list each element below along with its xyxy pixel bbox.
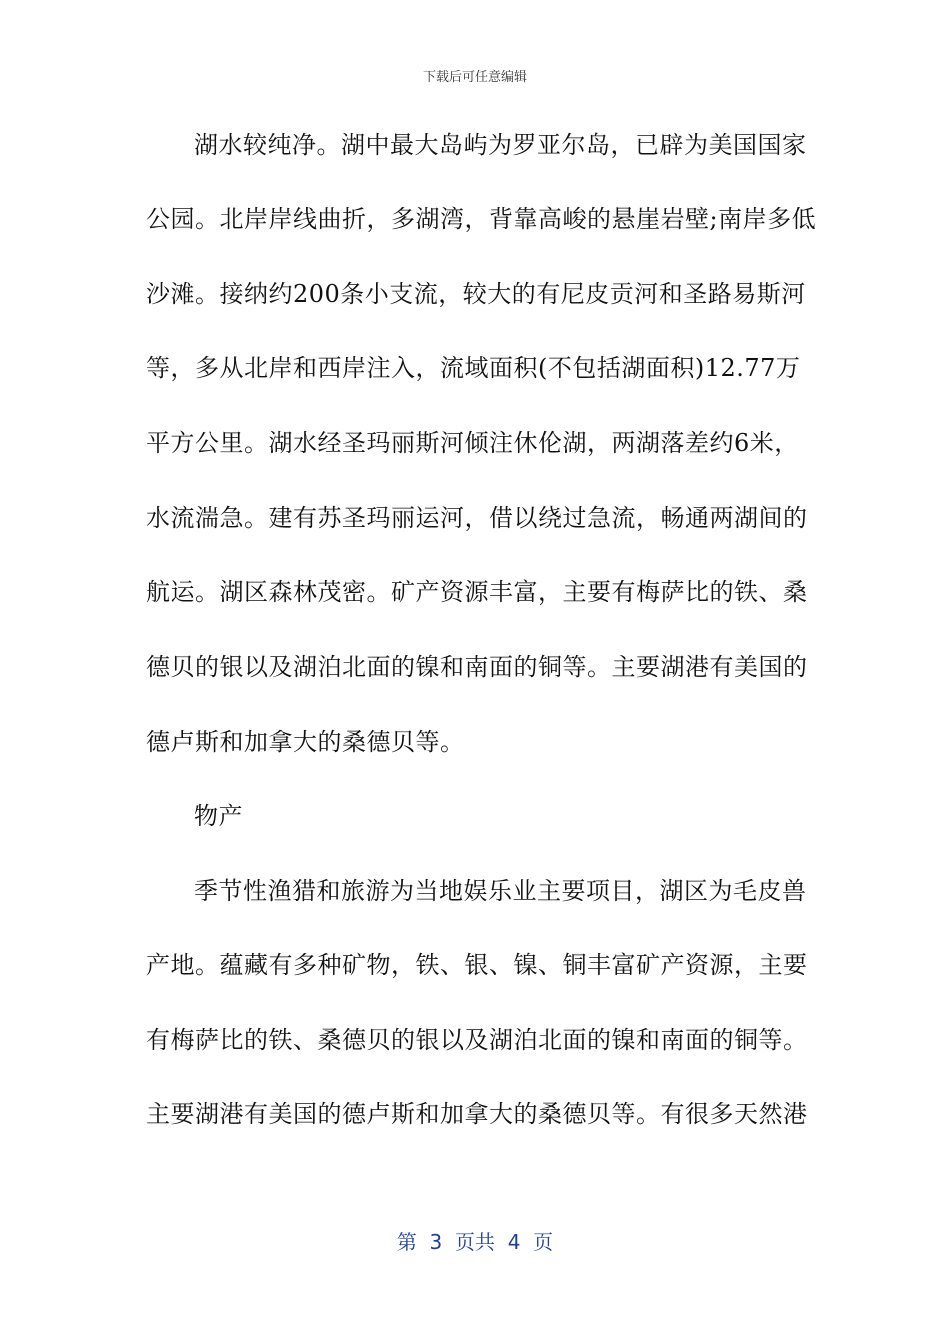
page-number-footer: 第 3 页共 4 页 xyxy=(396,1230,554,1254)
body-text-line: 平方公里。湖水经圣玛丽斯河倾注休伦湖，两湖落差约6米， xyxy=(146,429,799,457)
body-text-line: 航运。湖区森林茂密。矿产资源丰富，主要有梅萨比的铁、桑 xyxy=(146,578,808,606)
body-text-line: 公园。北岸岸线曲折，多湖湾，背靠高峻的悬崖岩壁;南岸多低 xyxy=(146,205,817,233)
body-text-line: 湖水较纯净。湖中最大岛屿为罗亚尔岛，已辟为美国国家 xyxy=(194,131,807,159)
body-text-line: 季节性渔猎和旅游为当地娱乐业主要项目，湖区为毛皮兽 xyxy=(194,877,807,905)
section-heading: 物产 xyxy=(194,802,243,830)
body-text-line: 等，多从北岸和西岸注入，流域面积(不包括湖面积)12.77万 xyxy=(146,354,801,382)
body-text-line: 德贝的银以及湖泊北面的镍和南面的铜等。主要湖港有美国的 xyxy=(146,653,808,681)
body-text-line: 有梅萨比的铁、桑德贝的银以及湖泊北面的镍和南面的铜等。 xyxy=(146,1026,808,1054)
body-text-line: 沙滩。接纳约200条小支流，较大的有尼皮贡河和圣路易斯河 xyxy=(146,280,806,308)
body-text-line: 产地。蕴藏有多种矿物，铁、银、镍、铜丰富矿产资源，主要 xyxy=(146,951,808,979)
body-text-line: 水流湍急。建有苏圣玛丽运河，借以绕过急流，畅通两湖间的 xyxy=(146,504,808,532)
body-text-line: 主要湖港有美国的德卢斯和加拿大的桑德贝等。有很多天然港 xyxy=(146,1100,808,1128)
body-text-line: 德卢斯和加拿大的桑德贝等。 xyxy=(146,728,465,756)
header-note: 下载后可任意编辑 xyxy=(422,70,527,85)
